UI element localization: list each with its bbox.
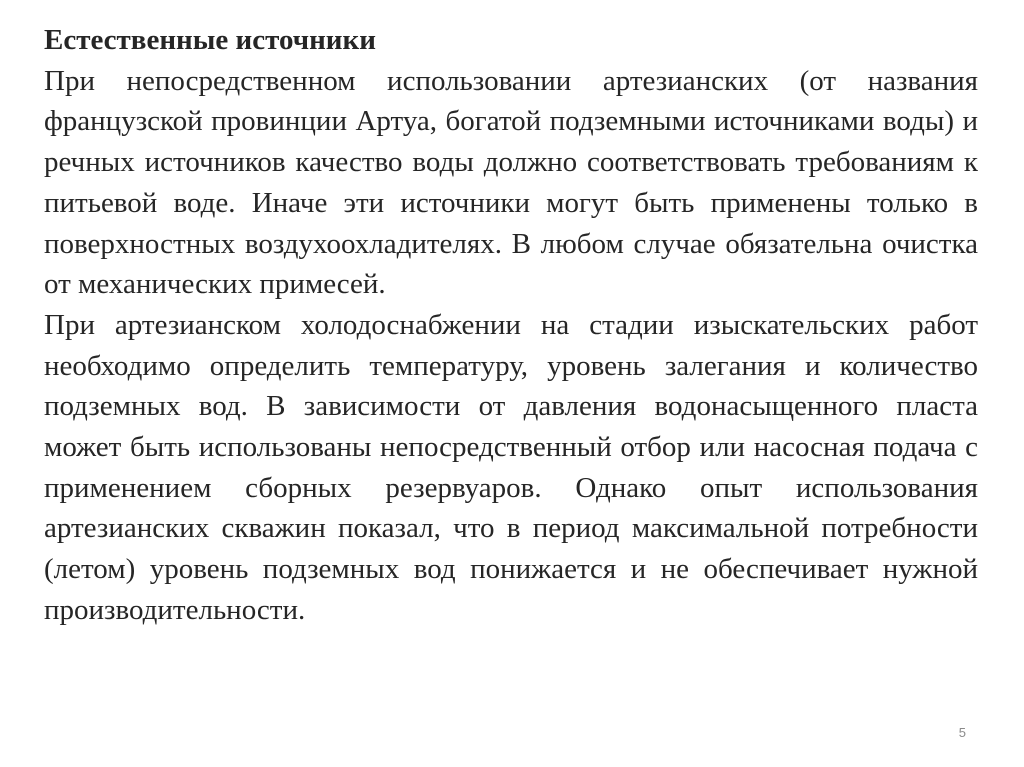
slide-title: Естественные источники — [44, 24, 376, 56]
paragraph-natural-sources: При непосредственном использовании артезианских (от названия французской провинции Артуа, богатой подземными источниками воды) и речных источников качество воды должно соответствовать требованиям к питьевой воде. Иначе эти источники могут быть применены только в поверхностных воздухоохладителях. В любом случае обязательна очистка от механических примесей. — [44, 64, 978, 301]
page-number: 5 — [958, 725, 966, 740]
paragraph-artesian-cooling: При артезианском холодоснабжении на стадии изыскательских работ необходимо определить температуру, уровень залегания и количество подземных вод. В зависимости от давления водонасыщенного пласта может быть использованы непосредственный отбор или насосная подача с применением сборных резервуаров. Однако опыт использования артезианских скважин показал, что в период максимальной потребности (летом) уровень подземных вод понижается и не обеспечивает нужной производительности. — [44, 308, 978, 626]
slide-content — [44, 20, 978, 631]
